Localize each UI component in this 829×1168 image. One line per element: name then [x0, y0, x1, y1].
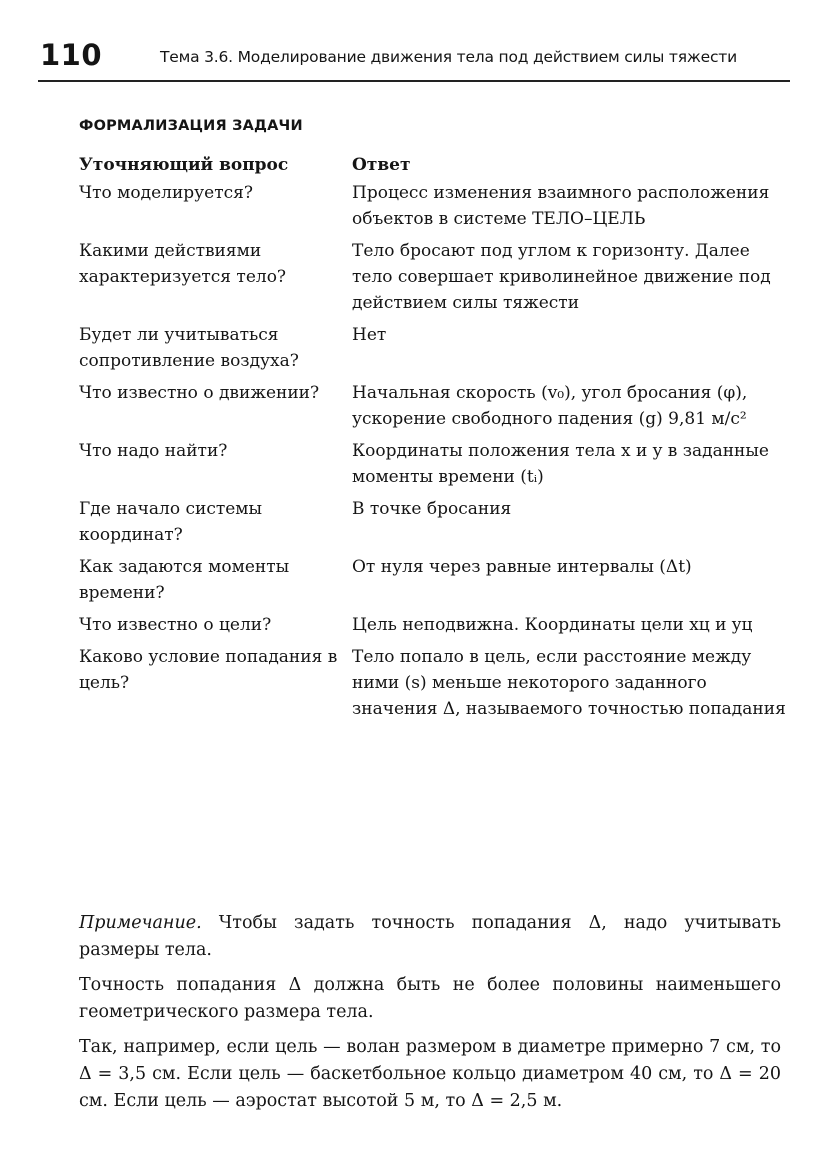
question-cell: Какими действиями характеризуется тело? [79, 241, 287, 287]
table-row [79, 380, 789, 432]
question-cell: Как задаются моменты времени? [79, 557, 290, 603]
column-header-answer: Ответ [352, 155, 411, 175]
page-number: 110 [40, 38, 103, 72]
question-cell: Что известно о цели? [79, 615, 272, 635]
paragraph: Точность попадания Δ должна быть не более половины наименьшего геометрического размера тела. [79, 975, 781, 1022]
question-cell: Что известно о движении? [79, 383, 320, 403]
table-row [79, 438, 789, 490]
answer-cell: Координаты положения тела x и y в заданные моменты времени (tᵢ) [352, 441, 769, 487]
table-header-row [79, 152, 789, 178]
answer-cell: В точке бросания [352, 499, 512, 519]
running-title: Тема 3.6. Моделирование движения тела под действием силы тяжести [160, 48, 737, 66]
answer-cell: Процесс изменения взаимного расположения объектов в системе ТЕЛО–ЦЕЛЬ [352, 183, 770, 229]
paragraph: Так, например, если цель — волан размером в диаметре примерно 7 см, то Δ = 3,5 см. Если цель — баскетбольное кольцо диаметром 40 см, то Δ = 20 см. Если цель — аэростат высотой 5 м, то Δ = 2,5 м. [79, 1037, 781, 1111]
table-row [79, 644, 789, 722]
section-heading: ФОРМАЛИЗАЦИЯ ЗАДАЧИ [79, 118, 303, 134]
question-cell: Что надо найти? [79, 441, 228, 461]
table-row [79, 180, 789, 232]
question-cell: Будет ли учитываться сопротивление воздуха? [79, 325, 299, 371]
answer-cell: Нет [352, 325, 387, 345]
table-row [79, 496, 789, 548]
table-row [79, 612, 789, 638]
body-text [79, 910, 781, 1115]
answer-cell: Начальная скорость (v₀), угол бросания (φ), ускорение свободного падения (g) 9,81 м/с² [352, 383, 748, 429]
answer-cell: Цель неподвижна. Координаты цели xц и yц [352, 615, 753, 635]
table-row [79, 322, 789, 374]
answer-cell: Тело попало в цель, если расстояние между ними (s) меньше некоторого заданного значения Δ, называемого точностью попадания [352, 647, 786, 719]
qa-table [79, 152, 789, 728]
note-text: Чтобы задать точность попадания Δ, надо учитывать размеры тела. [79, 913, 781, 960]
note-label: Примечание. [79, 913, 202, 933]
answer-cell: От нуля через равные интервалы (Δt) [352, 557, 692, 577]
answer-cell: Тело бросают под углом к горизонту. Далее тело совершает криволинейное движение под действием силы тяжести [352, 241, 771, 313]
page-header [38, 38, 790, 82]
question-cell: Что моделируется? [79, 183, 254, 203]
table-row [79, 554, 789, 606]
table-row [79, 238, 789, 316]
column-header-question: Уточняющий вопрос [79, 155, 289, 175]
question-cell: Каково условие попадания в цель? [79, 647, 338, 693]
question-cell: Где начало системы координат? [79, 499, 263, 545]
note-paragraph [79, 910, 781, 964]
